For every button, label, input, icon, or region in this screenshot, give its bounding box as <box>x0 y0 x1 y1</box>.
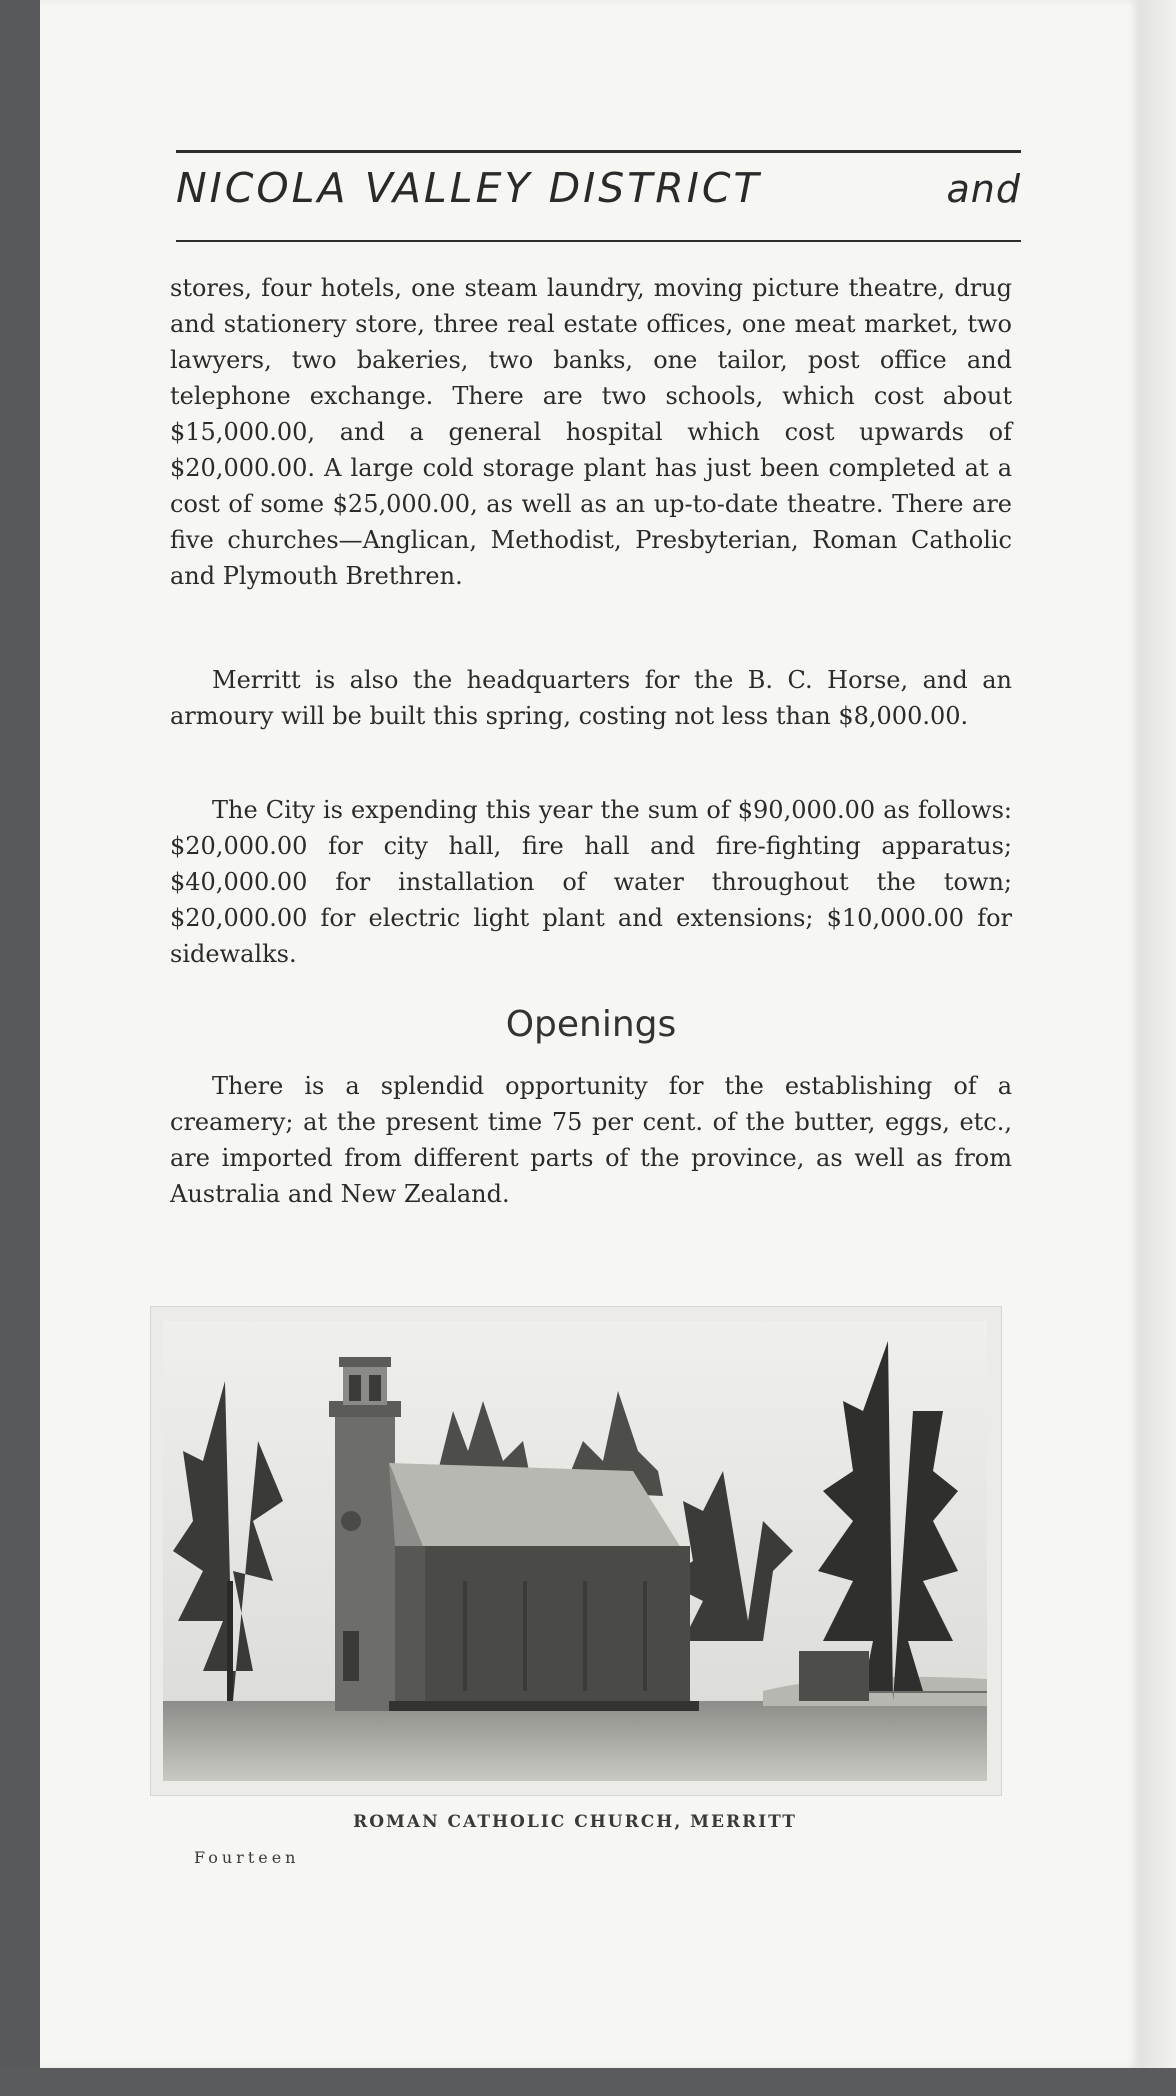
section-heading: Openings <box>505 1004 677 1045</box>
running-header-suffix: and <box>946 167 1021 211</box>
paragraph-text: There is a splendid opportunity for the establishing of a creamery; at the present time 75 per cent. of the butter, eggs, etc., are imported from different parts of the province, as well as from Australia and New Zealand. <box>170 1072 1012 1208</box>
running-header-title: NICOLA VALLEY DISTRICT <box>176 164 762 212</box>
church-photo <box>163 1321 987 1781</box>
header-rule-top <box>176 150 1021 153</box>
body-paragraph-3 <box>170 792 1012 972</box>
photo-caption: ROMAN CATHOLIC CHURCH, MERRITT <box>353 1812 797 1832</box>
header-rule-bottom <box>176 240 1021 242</box>
page-number: Fourteen <box>194 1848 300 1867</box>
body-paragraph-1 <box>170 270 1012 594</box>
running-header <box>176 164 1021 212</box>
scan-border <box>0 2068 1176 2096</box>
body-paragraph-2 <box>170 662 1012 734</box>
photo-frame <box>150 1306 1002 1796</box>
page-edge <box>1140 0 1176 2096</box>
paragraph-text: The City is expending this year the sum of $90,000.00 as follows: $20,000.00 for city hall, fire hall and fire-fighting apparatus; $40,000.00 for installation of water throughout the town; $20,000.00 for electric light plant and extensions; $10,000.00 for sidewalks. <box>170 796 1012 968</box>
section-paragraph <box>170 1068 1012 1212</box>
paragraph-text: stores, four hotels, one steam laundry, moving picture theatre, drug and stationery store, three real estate offices, one meat market, two lawyers, two bakeries, two banks, one tailor, post office and telephone exchange. There are two schools, which cost about $15,000.00, and a general hospital which cost upwards of $20,000.00. A large cold storage plant has just been completed at a cost of some $25,000.00, as well as an up-to-date theatre. There are five churches—Anglican, Methodist, Presbyterian, Roman Catholic and Plymouth Brethren. <box>170 274 1012 590</box>
paragraph-text: Merritt is also the headquarters for the B. C. Horse, and an armoury will be built this spring, costing not less than $8,000.00. <box>170 666 1012 730</box>
